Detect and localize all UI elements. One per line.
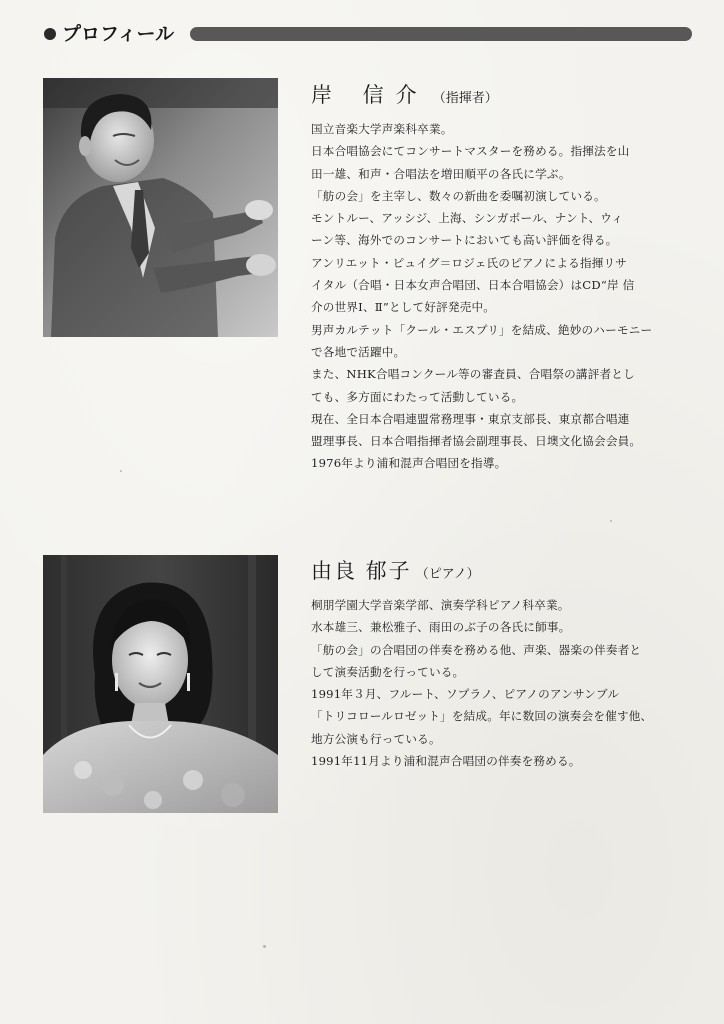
bio-line: 田一雄、和声・合唱法を増田順平の各氏に学ぶ。	[311, 166, 571, 181]
pianist-profile	[311, 556, 691, 772]
bio-line: 日本合唱協会にてコンサートマスターを務める。指揮法を山	[311, 144, 630, 159]
bio-line: 1991年３月、フルート、ソプラノ、ピアノのアンサンブル	[311, 687, 620, 702]
bio-line: 桐朋学園大学音楽学部、演奏学科ピアノ科卒業。	[311, 598, 570, 612]
paper-speck	[610, 520, 612, 522]
bio-line: 介の世界Ⅰ、Ⅱ”として好評発売中。	[311, 300, 496, 315]
bullet-icon	[44, 28, 56, 40]
bio-line: 1991年11月より浦和混声合唱団の伴奏を務める。	[311, 754, 581, 769]
bio-line: 盟理事長、日本合唱指揮者協会副理事長、日墺文化協会会員。	[311, 434, 642, 449]
bio-line: 「舫の会」の合唱団の伴奏を務める他、声楽、器楽の伴奏者と	[311, 642, 642, 657]
bio-line: 国立音楽大学声楽科卒業。	[311, 122, 453, 136]
bio-line: で各地で活躍中。	[311, 344, 406, 359]
paper-speck	[120, 470, 122, 472]
bio-line: ても、多方面にわたって活動している。	[311, 389, 524, 404]
conductor-profile	[311, 80, 691, 475]
pianist-name: 由良 郁子	[311, 559, 412, 583]
pianist-role: （ピアノ）	[415, 567, 480, 582]
section-title: プロフィール	[62, 23, 175, 45]
bio-line: 「舫の会」を主宰し、数々の新曲を委嘱初演している。	[311, 188, 606, 203]
pianist-photo	[43, 555, 278, 813]
bio-line: イタル（合唱・日本女声合唱団、日本合唱協会）はCD“岸 信	[311, 278, 635, 293]
pianist-bio-text	[311, 594, 691, 772]
pianist-name-row	[311, 556, 691, 588]
conductor-photo-illustration	[43, 78, 278, 337]
bio-line: 「トリコロールロゼット」を結成。年に数回の演奏会を催す他、	[311, 709, 653, 724]
conductor-name: 岸 信介	[311, 83, 429, 107]
bio-line: ーン等、海外でのコンサートにおいても高い評価を得る。	[311, 233, 618, 248]
conductor-bio-text	[311, 118, 691, 475]
pianist-photo-illustration	[43, 555, 278, 813]
bio-line: また、NHK合唱コンクール等の審査員、合唱祭の講評者とし	[311, 367, 635, 382]
paper-speck	[263, 945, 266, 948]
conductor-photo	[43, 78, 278, 337]
bio-line: アンリエット・ピュイグ＝ロジェ氏のピアノによる指揮リサ	[311, 255, 627, 270]
conductor-role: （指揮者）	[432, 91, 498, 106]
bio-line: 男声カルテット「クール・エスプリ」を結成、絶妙のハーモニー	[311, 322, 653, 337]
bio-line: して演奏活動を行っている。	[311, 664, 465, 679]
section-header	[44, 22, 692, 46]
bio-line: 地方公演も行っている。	[311, 731, 441, 746]
bio-line: 水本雄三、兼松雅子、雨田のぶ子の各氏に師事。	[311, 620, 571, 635]
conductor-name-row	[311, 80, 691, 112]
bio-line: モントルー、アッシジ、上海、シンガポール、ナント、ウィ	[311, 211, 624, 226]
bio-line: 現在、全日本合唱連盟常務理事・東京支部長、東京都合唱連	[311, 411, 630, 426]
bio-line: 1976年より浦和混声合唱団を指導。	[311, 456, 507, 471]
header-rule-bar	[190, 27, 692, 41]
